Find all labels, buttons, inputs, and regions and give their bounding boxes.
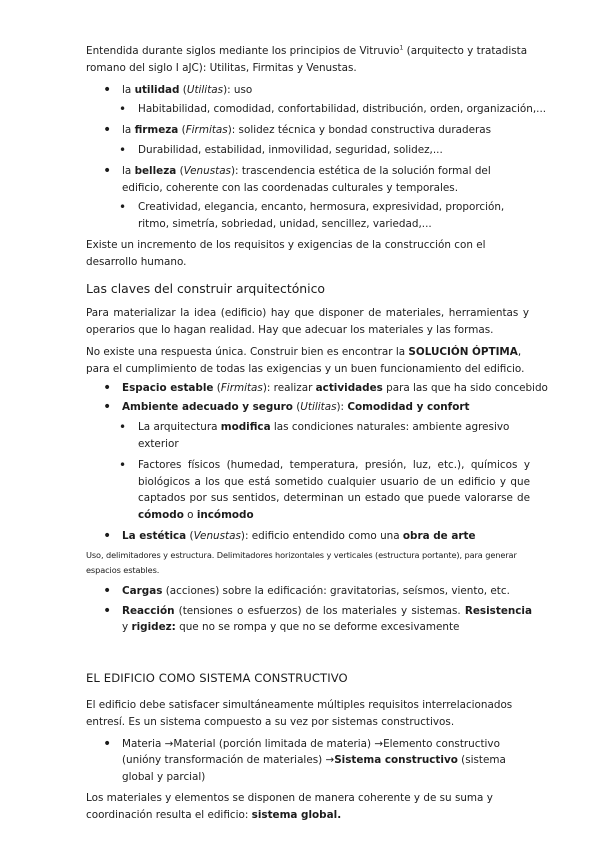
- list-item-firmeza: • la firmeza (Firmitas): solidez técnica y bondad constructiva duraderas: [106, 122, 550, 139]
- intro-text-cont: (arquitecto y tratadista romano del siglo I aJC): Utilitas, Firmitas y Venustas.: [86, 45, 528, 74]
- increment-paragraph: Existe un incremento de los requisitos y exigencias de la construcción con el desarrollo humano.: [86, 238, 486, 268]
- cargas-list: [86, 583, 530, 636]
- list-item-reaccion: • Reacción (tensiones o esfuerzos) de los materiales y sistemas. Resistencia y rigidez: que no se rompa y que no se deforme excesivamente: [106, 603, 532, 637]
- sub-item-firmeza: • Durabilidad, estabilidad, inmovilidad, seguridad, solidez,...: [122, 142, 566, 159]
- claves-paragraph-1: Para materializar la idea (edificio) hay que disponer de materiales, herramientas y operarios que lo hagan realidad. Hay que adecuar los materiales y las formas.: [86, 307, 529, 337]
- sub-item-belleza: • Creatividad, elegancia, encanto, hermosura, expresividad, proporción, ritmo, simetría, sobriedad, unidad, sencillez, variedad,...: [122, 199, 530, 233]
- section-heading-claves: Las claves del construir arquitectónico: [86, 280, 325, 296]
- list-item-utilidad: • la utilidad (Utilitas): uso: [106, 82, 550, 99]
- sub-item-modifica: • La arquitectura modifica las condiciones naturales: ambiente agresivo exterior: [122, 419, 530, 453]
- list-item-estetica: • La estética (Venustas): edificio entendido como una obra de arte: [106, 528, 550, 545]
- sub-item-utilidad: • Habitabilidad, comodidad, confortabilidad, distribución, orden, organización,...: [122, 101, 566, 118]
- claves-paragraph-2: No existe una respuesta única. Construir bien es encontrar la SOLUCIÓN ÓPTIMA, para el cumplimiento de todas las exigencias y un buen funcionamiento del edificio.: [86, 345, 525, 375]
- claves-list: [86, 380, 548, 545]
- sub-item-factores: • Factores físicos (humedad, temperatura, presión, luz, etc.), químicos y biológicos a los que está sometido cualquier usuario de un edificio y que captados por sus sentidos, determinan un estado que puede valorarse de cómodo o incómodo: [122, 457, 530, 524]
- sistema-paragraph-2: Los materiales y elementos se disponen de manera coherente y de su suma y coordinación resulta el edificio: sistema global.: [86, 791, 493, 821]
- section-heading-sistema: EL EDIFICIO COMO SISTEMA CONSTRUCTIVO: [86, 671, 348, 686]
- list-item-cargas: • Cargas (acciones) sobre la edificación: gravitatorias, seísmos, viento, etc.: [106, 583, 550, 600]
- intro-paragraph: [86, 43, 529, 77]
- intro-text: Entendida durante siglos mediante los principios de Vitruvio: [86, 45, 400, 57]
- footnote-marker[interactable]: 1: [399, 44, 404, 52]
- small-note: Uso, delimitadores y estructura. Delimitadores horizontales y verticales (estructura portante), para generar espacios estables.: [86, 549, 517, 575]
- principles-list: [86, 82, 547, 233]
- sistema-list: [86, 736, 530, 786]
- list-item-espacio-estable: • Espacio estable (Firmitas): realizar actividades para las que ha sido concebido: [106, 380, 550, 397]
- sistema-paragraph-1: El edificio debe satisfacer simultáneamente múltiples requisitos interrelacionados entresí. Es un sistema compuesto a su vez por sistemas constructivos.: [86, 698, 513, 728]
- list-item-belleza: • la belleza (Venustas): trascendencia estética de la solución formal del edificio, coherente con las coordenadas culturales y temporales.: [106, 163, 532, 197]
- list-item-ambiente: • Ambiente adecuado y seguro (Utilitas): Comodidad y confort: [106, 399, 550, 416]
- list-item-materia: • Materia →Material (porción limitada de materia) →Elemento constructivo (unióny transformación de materiales) →Sistema constructivo (sistema global y parcial): [106, 736, 532, 786]
